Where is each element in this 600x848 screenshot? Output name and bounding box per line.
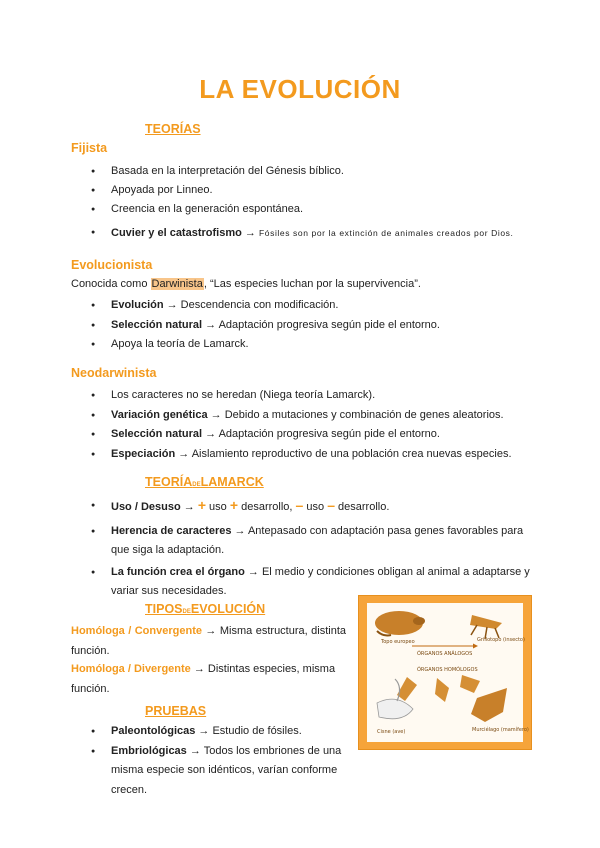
item-bold: La función crea el órgano bbox=[111, 566, 245, 578]
figure-label: ÓRGANOS HOMÓLOGOS bbox=[417, 667, 478, 673]
pruebas-list bbox=[91, 722, 351, 800]
evolucionista-intro bbox=[71, 277, 421, 291]
minus-sign: – bbox=[295, 497, 304, 513]
item-text: → El medio y condiciones obligan al animal a adaptarse y variar sus necesidades. bbox=[111, 566, 530, 597]
list-item bbox=[91, 296, 551, 316]
heading-part: TEORÍA bbox=[145, 475, 193, 489]
figure-label: ÓRGANOS ANÁLOGOS bbox=[417, 651, 473, 657]
heading-part: TIPOS bbox=[145, 602, 183, 616]
item-bold: Evolución bbox=[111, 299, 164, 311]
list-item: ● Basada en la interpretación del Génesis bíblico. bbox=[91, 162, 541, 181]
heading-evolucionista: Evolucionista bbox=[71, 258, 153, 272]
item-text: desarrollo, bbox=[238, 501, 296, 513]
item-text: → Adaptación progresiva según pide el entorno. bbox=[202, 318, 440, 331]
item-bold: Paleontológicas bbox=[111, 725, 196, 737]
limb-shape bbox=[460, 675, 480, 693]
heading-small: DE bbox=[182, 609, 191, 615]
cuvier-list bbox=[91, 225, 561, 241]
list-item: ● Apoyada por Linneo. bbox=[91, 181, 541, 200]
figure-panel bbox=[367, 603, 529, 742]
swan-shape bbox=[377, 699, 413, 719]
list-item bbox=[91, 225, 561, 241]
darwinista-highlight: Darwinista bbox=[151, 278, 203, 290]
type-label: Homóloga / Divergente bbox=[71, 663, 191, 675]
item-bold: Variación genética bbox=[111, 408, 208, 421]
tipos-convergente bbox=[71, 622, 346, 661]
item-text: uso bbox=[303, 501, 328, 513]
list-item bbox=[91, 722, 351, 742]
list-item bbox=[91, 522, 541, 560]
type-text: → Distintas especies, misma función. bbox=[71, 663, 336, 695]
list-item bbox=[91, 425, 561, 445]
item-text: desarrollo. bbox=[334, 501, 390, 513]
intro-post: , “Las especies luchan por la supervivencia”. bbox=[203, 278, 421, 290]
list-item bbox=[91, 445, 561, 465]
item-bold: Selección natural bbox=[111, 318, 203, 331]
bat-shape bbox=[471, 688, 507, 722]
organs-illustration bbox=[367, 603, 529, 742]
item-bold: Herencia de caracteres bbox=[111, 525, 232, 537]
minus-sign: – bbox=[327, 497, 335, 513]
item-text: → Antepasado con adaptación pasa genes favorables para que siga la adaptación. bbox=[111, 525, 524, 556]
organs-figure bbox=[358, 595, 532, 750]
item-text: → Adaptación progresiva según pide el entorno. bbox=[202, 428, 440, 440]
figure-label: Topo europeo bbox=[381, 639, 415, 645]
type-text: → Misma estructura, distinta función. bbox=[71, 625, 346, 657]
intro-pre: Conocida como bbox=[71, 278, 151, 290]
type-label: Homóloga / Convergente bbox=[71, 625, 202, 637]
item-text: → Aislamiento reproductivo de una población crea nuevas especies. bbox=[175, 447, 512, 460]
item-text: uso bbox=[206, 501, 230, 513]
list-item bbox=[91, 335, 551, 355]
item-text: → Estudio de fósiles. bbox=[195, 725, 302, 737]
cuvier-bold: Cuvier y el catastrofismo bbox=[111, 227, 242, 239]
limb-shape bbox=[435, 678, 449, 702]
list-item bbox=[91, 316, 551, 336]
figure-label: Cisne (ave) bbox=[377, 729, 406, 735]
arrow: → bbox=[244, 227, 256, 239]
plus-sign: + bbox=[197, 497, 206, 513]
cricket-shape bbox=[470, 615, 502, 629]
item-text: → Todos los embriones de una misma especie son idénticos, varían conforme crecen. bbox=[111, 744, 342, 796]
cuvier-text: Fósiles son por la extinción de animales creados por Dios. bbox=[258, 228, 514, 238]
item-bold: Selección natural bbox=[111, 428, 203, 440]
section-heading-lamarck bbox=[145, 475, 264, 489]
item-bold: Uso / Desuso bbox=[111, 501, 181, 513]
list-item bbox=[91, 497, 541, 516]
section-heading-pruebas: PRUEBAS bbox=[145, 704, 207, 718]
heading-part: EVOLUCIÓN bbox=[190, 602, 266, 616]
lamarck-list bbox=[91, 497, 541, 601]
list-item: ● Creencia en la generación espontánea. bbox=[91, 200, 541, 219]
neodarwinista-list bbox=[91, 386, 561, 464]
list-item bbox=[91, 406, 561, 426]
list-item bbox=[91, 742, 351, 801]
plus-sign: + bbox=[229, 497, 239, 513]
item-text: → Debido a mutaciones y combinación de genes aleatorios. bbox=[207, 408, 504, 421]
heading-fijista: Fijista bbox=[71, 141, 108, 155]
item-bold: Especiación bbox=[111, 447, 176, 460]
page-title: LA EVOLUCIÓN bbox=[199, 74, 401, 104]
figure-label: Murciélago (mamífero) bbox=[472, 727, 529, 733]
list-item bbox=[91, 386, 561, 406]
figure-label: Grillotopo (insecto) bbox=[477, 637, 525, 643]
item-bold: Embriológicas bbox=[111, 744, 187, 757]
section-heading-teorias: TEORÍAS bbox=[145, 122, 201, 136]
section-heading-tipos bbox=[145, 602, 265, 616]
item-text: Apoya la teoría de Lamarck. bbox=[111, 338, 249, 350]
tipos-divergente bbox=[71, 660, 346, 699]
fijista-list bbox=[91, 162, 541, 219]
arrow: → bbox=[180, 501, 198, 513]
evolucionista-list bbox=[91, 296, 551, 355]
item-text: → Descendencia con modificación. bbox=[163, 299, 339, 311]
heading-part: LAMARCK bbox=[200, 475, 264, 489]
heading-small: DE bbox=[192, 482, 201, 488]
heading-neodarwinista: Neodarwinista bbox=[71, 366, 157, 380]
item-text: Los caracteres no se heredan (Niega teoría Lamarck). bbox=[111, 389, 376, 401]
